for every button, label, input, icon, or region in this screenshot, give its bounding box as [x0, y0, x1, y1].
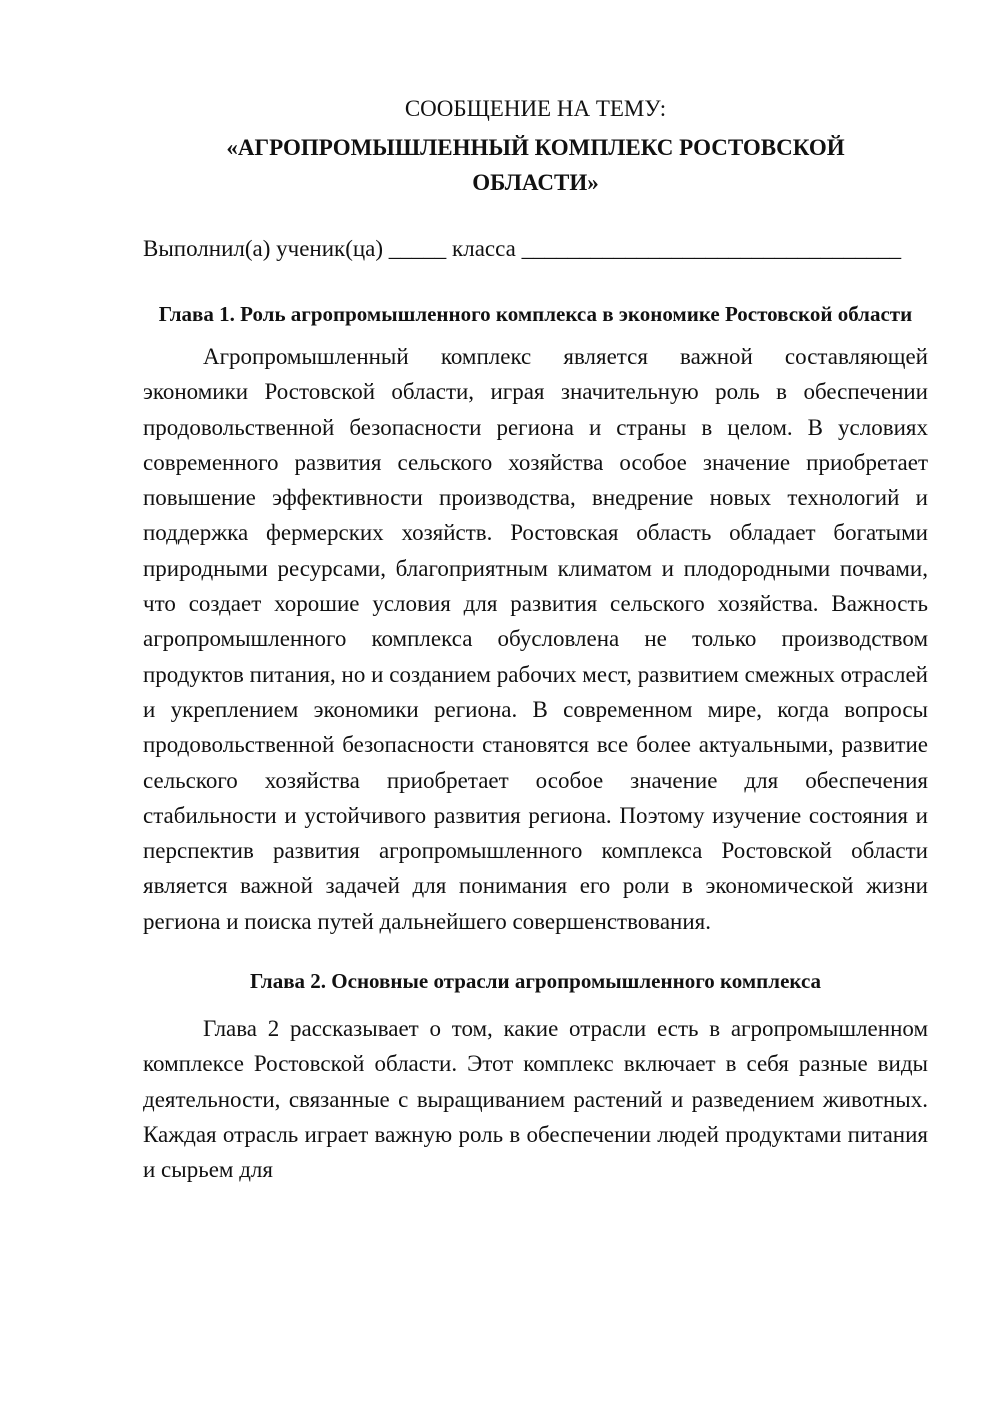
- document-title: «АГРОПРОМЫШЛЕННЫЙ КОМПЛЕКС РОСТОВСКОЙ ОБЛАСТИ»: [226, 135, 845, 195]
- author-line: Выполнил(а) ученик(ца) _____ класса _________________________________: [143, 236, 902, 261]
- chapter-2-paragraph: Глава 2 рассказывает о том, какие отрасли есть в агропромышленном комплексе Ростовской области. Этот комплекс включает в себя разные виды деятельности, связанные с выращиванием растений и разведением животных. Каждая отрасль играет важную роль в обеспечении людей продуктами питания и сырьем для: [143, 1016, 928, 1183]
- topic-label: СООБЩЕНИЕ НА ТЕМУ:: [404, 96, 667, 121]
- chapter-1-heading: Глава 1. Роль агропромышленного комплекса в экономике Ростовской области: [158, 302, 913, 326]
- document-content: [143, 92, 928, 1188]
- chapter-1-paragraph: Агропромышленный комплекс является важной составляющей экономики Ростовской области, играя значительную роль в обеспечении продовольственной безопасности региона и страны в целом. В условиях современного развития сельского хозяйства особое значение приобретает повышение эффективности производства, внедрение новых технологий и поддержка фермерских хозяйств. Ростовская область обладает богатыми природными ресурсами, благоприятным климатом и плодородными почвами, что создает хорошие условия для развития сельского хозяйства. Важность агропромышленного комплекса обусловлена не только производством продуктов питания, но и созданием рабочих мест, развитием смежных отраслей и укреплением экономики региона. В современном мире, когда вопросы продовольственной безопасности становятся все более актуальными, развитие сельского хозяйства приобретает особое значение для обеспечения стабильности и устойчивого развития региона. Поэтому изучение состояния и перспектив развития агропромышленного комплекса Ростовской области является важной задачей для понимания его роли в экономической жизни региона и поиска путей дальнейшего совершенствования.: [143, 344, 928, 934]
- chapter-2-heading: Глава 2. Основные отрасли агропромышленного комплекса: [249, 969, 822, 994]
